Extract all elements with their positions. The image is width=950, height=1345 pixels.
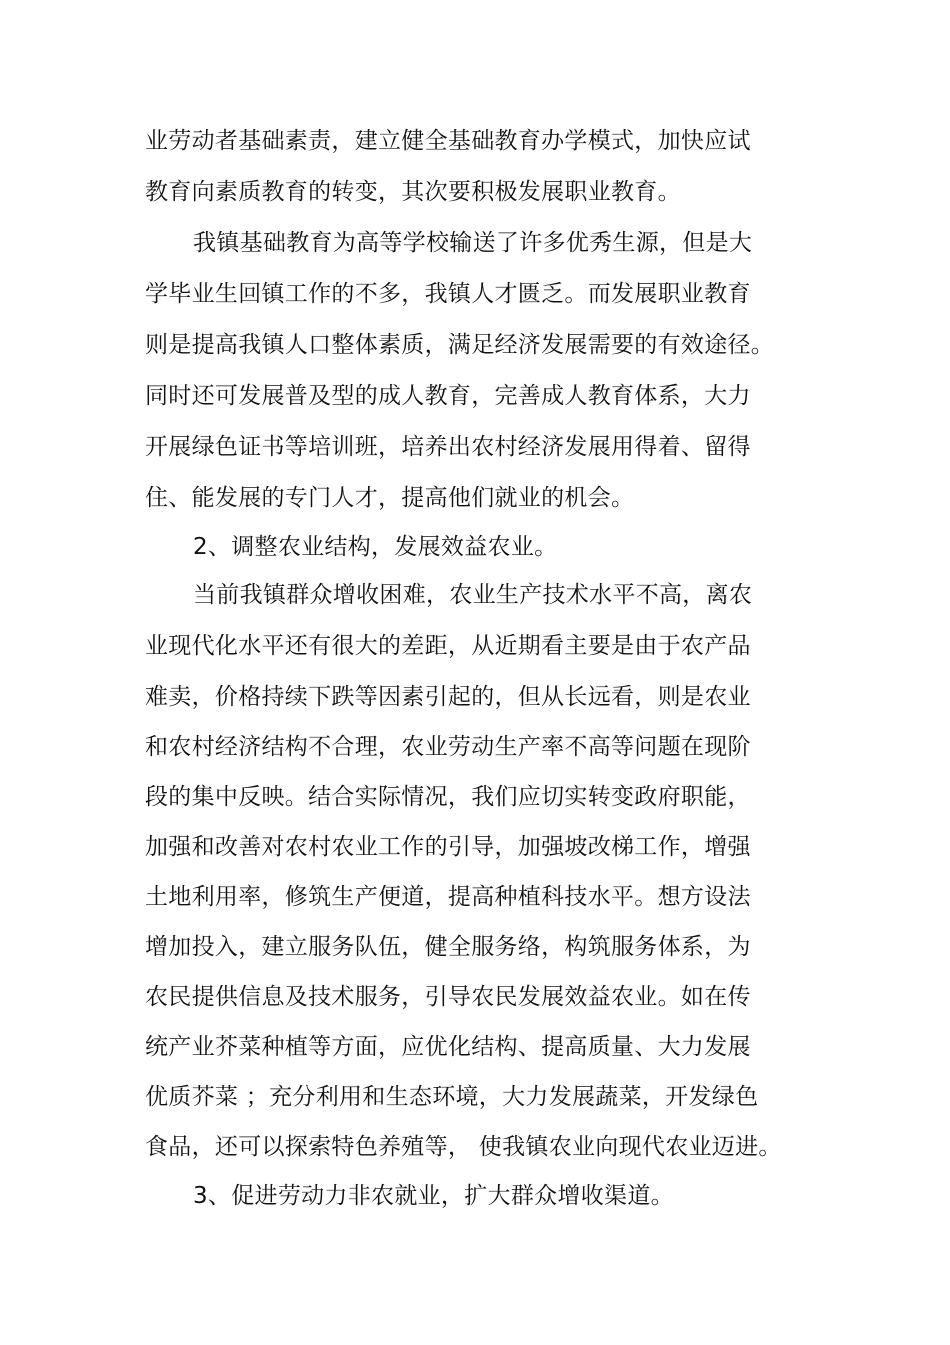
text-line: 优质芥菜 ；充分利用和生态环境，大力发展蔬菜，开发绿色 bbox=[145, 1084, 759, 1110]
text-line: 业现代化水平还有很大的差距，从近期看主要是由于农产品 bbox=[145, 633, 751, 659]
text-line: 增加投入，建立服务队伍，健全服务络，构筑服务体系，为 bbox=[145, 934, 751, 960]
text-line: 学毕业生回镇工作的不多，我镇人才匮乏。而发展职业教育 bbox=[145, 281, 751, 307]
text-line: 则是提高我镇人口整体素质，满足经济发展需要的有效途径。 bbox=[145, 332, 775, 358]
text-line: 业劳动者基础素责，建立健全基础教育办学模式，加快应试 bbox=[145, 128, 751, 154]
text-line: 农民提供信息及技术服务，引导农民发展效益农业。如在传 bbox=[145, 984, 751, 1010]
text-line: 土地利用率，修筑生产便道，提高种植科技水平。想方设法 bbox=[145, 884, 751, 910]
text-line: 和农村经济结构不合理，农业劳动生产率不高等问题在现阶 bbox=[145, 734, 751, 760]
paragraph-start-line: 我镇基础教育为高等学校输送了许多优秀生源，但是大 bbox=[193, 230, 753, 256]
text-line: 住、能发展的专门人才，提高他们就业的机会。 bbox=[145, 485, 635, 511]
text-line: 统产业芥菜种植等方面，应优化结构、提高质量、大力发展 bbox=[145, 1034, 751, 1060]
text-line: 加强和改善对农村农业工作的引导，加强坡改梯工作，增强 bbox=[145, 834, 751, 860]
text-line: 同时还可发展普及型的成人教育，完善成人教育体系，大力 bbox=[145, 383, 751, 409]
text-line: 难卖，价格持续下跌等因素引起的，但从长远看，则是农业 bbox=[145, 684, 751, 710]
text-line: 段的集中反映。结合实际情况，我们应切实转变政府职能， bbox=[145, 784, 751, 810]
section-heading: 3、促进劳动力非农就业，扩大群众增收渠道。 bbox=[193, 1183, 674, 1209]
section-heading: 2、调整农业结构，发展效益农业。 bbox=[193, 534, 558, 560]
text-line: 食品，还可以探索特色养殖等， 使我镇农业向现代农业迈进。 bbox=[145, 1134, 782, 1160]
paragraph-start-line: 当前我镇群众增收困难，农业生产技术水平不高，离农 bbox=[193, 582, 753, 608]
text-line: 教育向素质教育的转变，其次要积极发展职业教育。 bbox=[145, 179, 681, 205]
text-line: 开展绿色证书等培训班，培养出农村经济发展用得着、留得 bbox=[145, 434, 751, 460]
